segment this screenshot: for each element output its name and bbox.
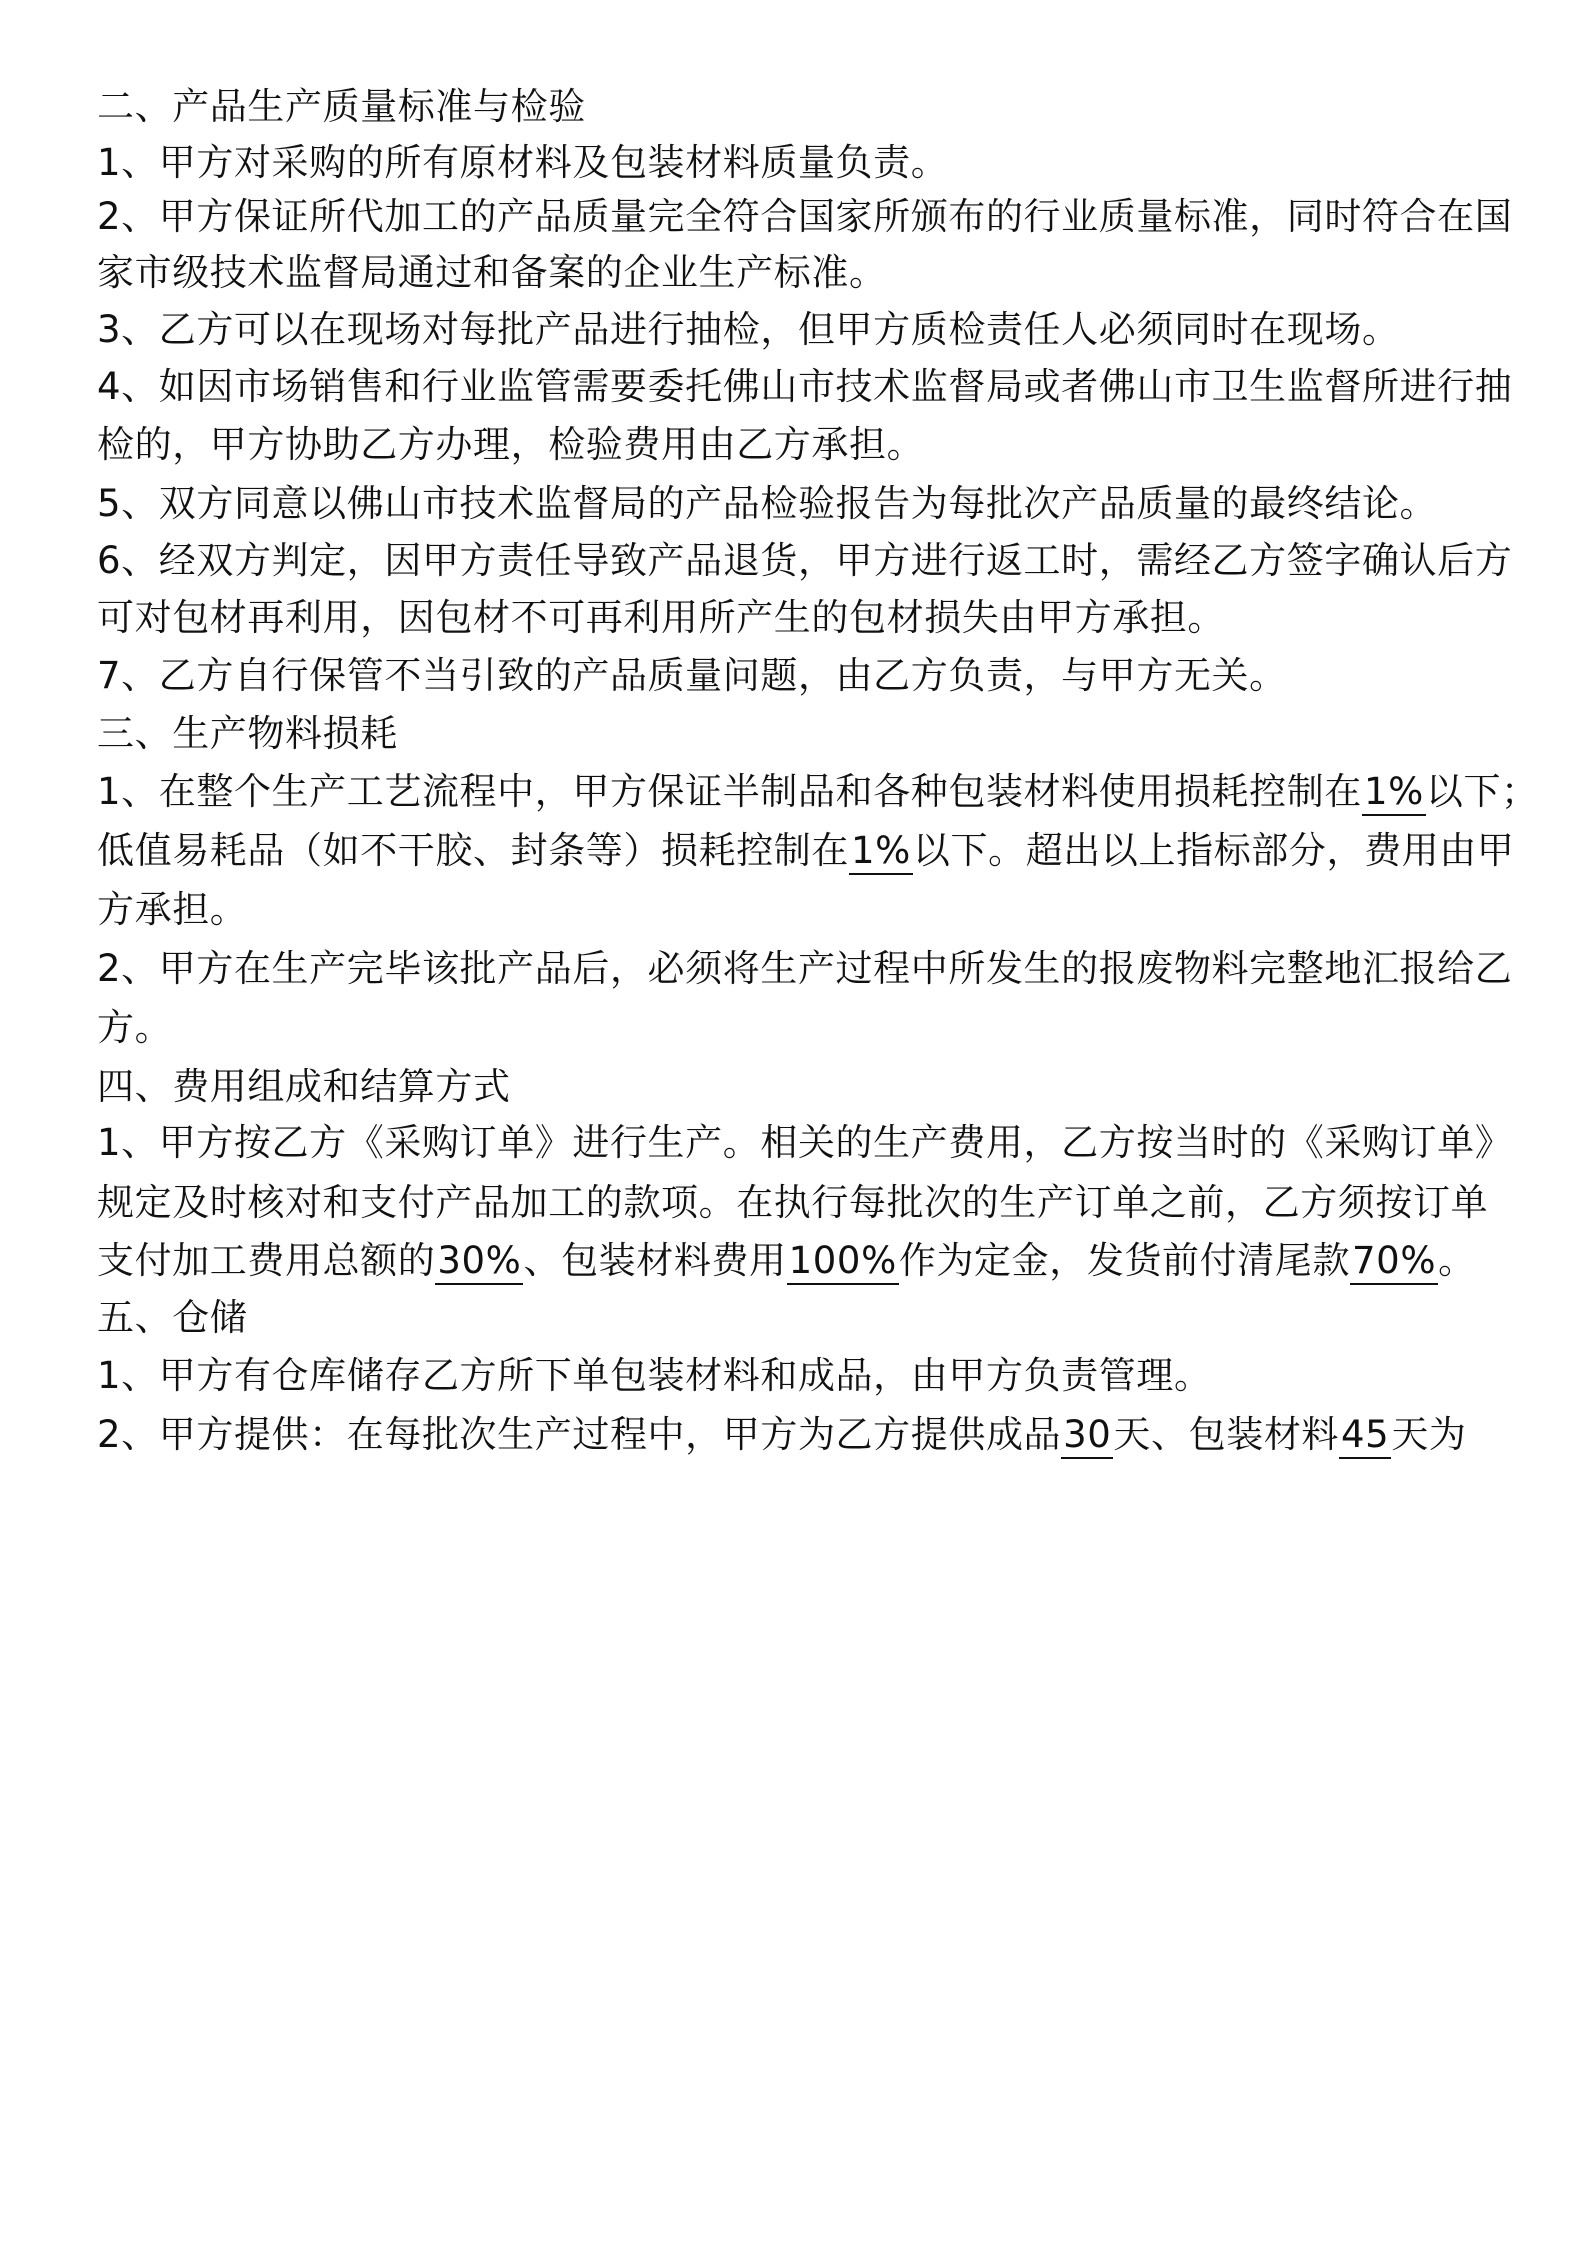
text: 天为 — [1391, 1413, 1467, 1456]
text: 方。 — [97, 1006, 173, 1049]
underlined-value: 45 — [1339, 1413, 1391, 1459]
text: 7、乙方自行保管不当引致的产品质量问题，由乙方负责，与甲方无关。 — [97, 654, 1287, 697]
paragraph-line — [97, 1003, 172, 1053]
paragraph-line — [97, 826, 1515, 876]
paragraph-line — [97, 767, 1539, 817]
text: 低值易耗品（如不干胶、封条等）损耗控制在 — [97, 829, 849, 872]
paragraph-line — [97, 593, 1225, 643]
text: 三、生产物料损耗 — [97, 712, 398, 755]
paragraph-line — [97, 362, 1512, 412]
text: 4、如因市场销售和行业监管需要委托佛山市技术监督局或者佛山市卫生监督所进行抽 — [97, 365, 1513, 408]
text: 检的，甲方协助乙方办理，检验费用由乙方承担。 — [97, 423, 925, 466]
paragraph-line — [97, 1351, 1212, 1401]
text: 3、乙方可以在现场对每批产品进行抽检，但甲方质检责任人必须同时在现场。 — [97, 308, 1400, 351]
text: 1、甲方对采购的所有原材料及包装材料质量负责。 — [97, 141, 949, 184]
underlined-value: 70% — [1350, 1239, 1438, 1285]
paragraph-line — [97, 479, 1437, 529]
underlined-value: 30 — [1061, 1413, 1113, 1459]
text: 规定及时核对和支付产品加工的款项。在执行每批次的生产订单之前，乙方须按订单 — [97, 1181, 1489, 1224]
paragraph-line — [97, 192, 1512, 242]
paragraph-line — [97, 305, 1400, 355]
text: 6、经双方判定，因甲方责任导致产品退货，甲方进行返工时，需经乙方签字确认后方 — [97, 539, 1513, 582]
text: 五、仓储 — [97, 1296, 248, 1339]
underlined-value: 30% — [435, 1239, 523, 1285]
underlined-value: 1% — [1362, 770, 1426, 816]
text: 支付加工费用总额的 — [97, 1239, 436, 1282]
text: 方承担。 — [97, 888, 248, 931]
text: 。 — [1438, 1239, 1476, 1282]
paragraph-line — [97, 1118, 1512, 1168]
paragraph-line — [97, 1236, 1476, 1286]
text: 1、甲方有仓库储存乙方所下单包装材料和成品，由甲方负责管理。 — [97, 1354, 1212, 1397]
paragraph-line — [97, 1410, 1467, 1460]
text: 家市级技术监督局通过和备案的企业生产标准。 — [97, 251, 887, 294]
text: 以下； — [1425, 770, 1539, 813]
text: 以下。超出以上指标部分，费用由甲 — [912, 829, 1515, 872]
paragraph-line — [97, 248, 887, 298]
paragraph-line — [97, 885, 247, 935]
text: 四、费用组成和结算方式 — [97, 1065, 511, 1108]
text: 二、产品生产质量标准与检验 — [97, 85, 586, 128]
paragraph-line — [97, 138, 948, 188]
paragraph-line — [97, 651, 1287, 701]
text: 1、甲方按乙方《采购订单》进行生产。相关的生产费用，乙方按当时的《采购订单》 — [97, 1121, 1513, 1164]
paragraph-line — [97, 536, 1512, 586]
text: 2、甲方保证所代加工的产品质量完全符合国家所颁布的行业质量标准，同时符合在国 — [97, 195, 1513, 238]
text: 1、在整个生产工艺流程中，甲方保证半制品和各种包装材料使用损耗控制在 — [97, 770, 1362, 813]
text: 2、甲方在生产完毕该批产品后，必须将生产过程中所发生的报废物料完整地汇报给乙 — [97, 947, 1513, 990]
text: 、包装材料费用 — [523, 1239, 787, 1282]
section-heading-storage — [97, 1293, 247, 1343]
underlined-value: 100% — [787, 1239, 899, 1285]
text: 作为定金，发货前付清尾款 — [898, 1239, 1351, 1282]
text: 天、包装材料 — [1113, 1413, 1340, 1456]
section-heading-quality — [97, 82, 586, 132]
paragraph-line — [97, 420, 924, 470]
section-heading-material-loss — [97, 709, 398, 759]
text: 2、甲方提供：在每批次生产过程中，甲方为乙方提供成品 — [97, 1413, 1062, 1456]
text: 可对包材再利用，因包材不可再利用所产生的包材损失由甲方承担。 — [97, 596, 1225, 639]
text: 5、双方同意以佛山市技术监督局的产品检验报告为每批次产品质量的最终结论。 — [97, 482, 1438, 525]
underlined-value: 1% — [849, 829, 913, 875]
section-heading-fees — [97, 1062, 511, 1112]
paragraph-line — [97, 1178, 1488, 1228]
paragraph-line — [97, 944, 1512, 994]
